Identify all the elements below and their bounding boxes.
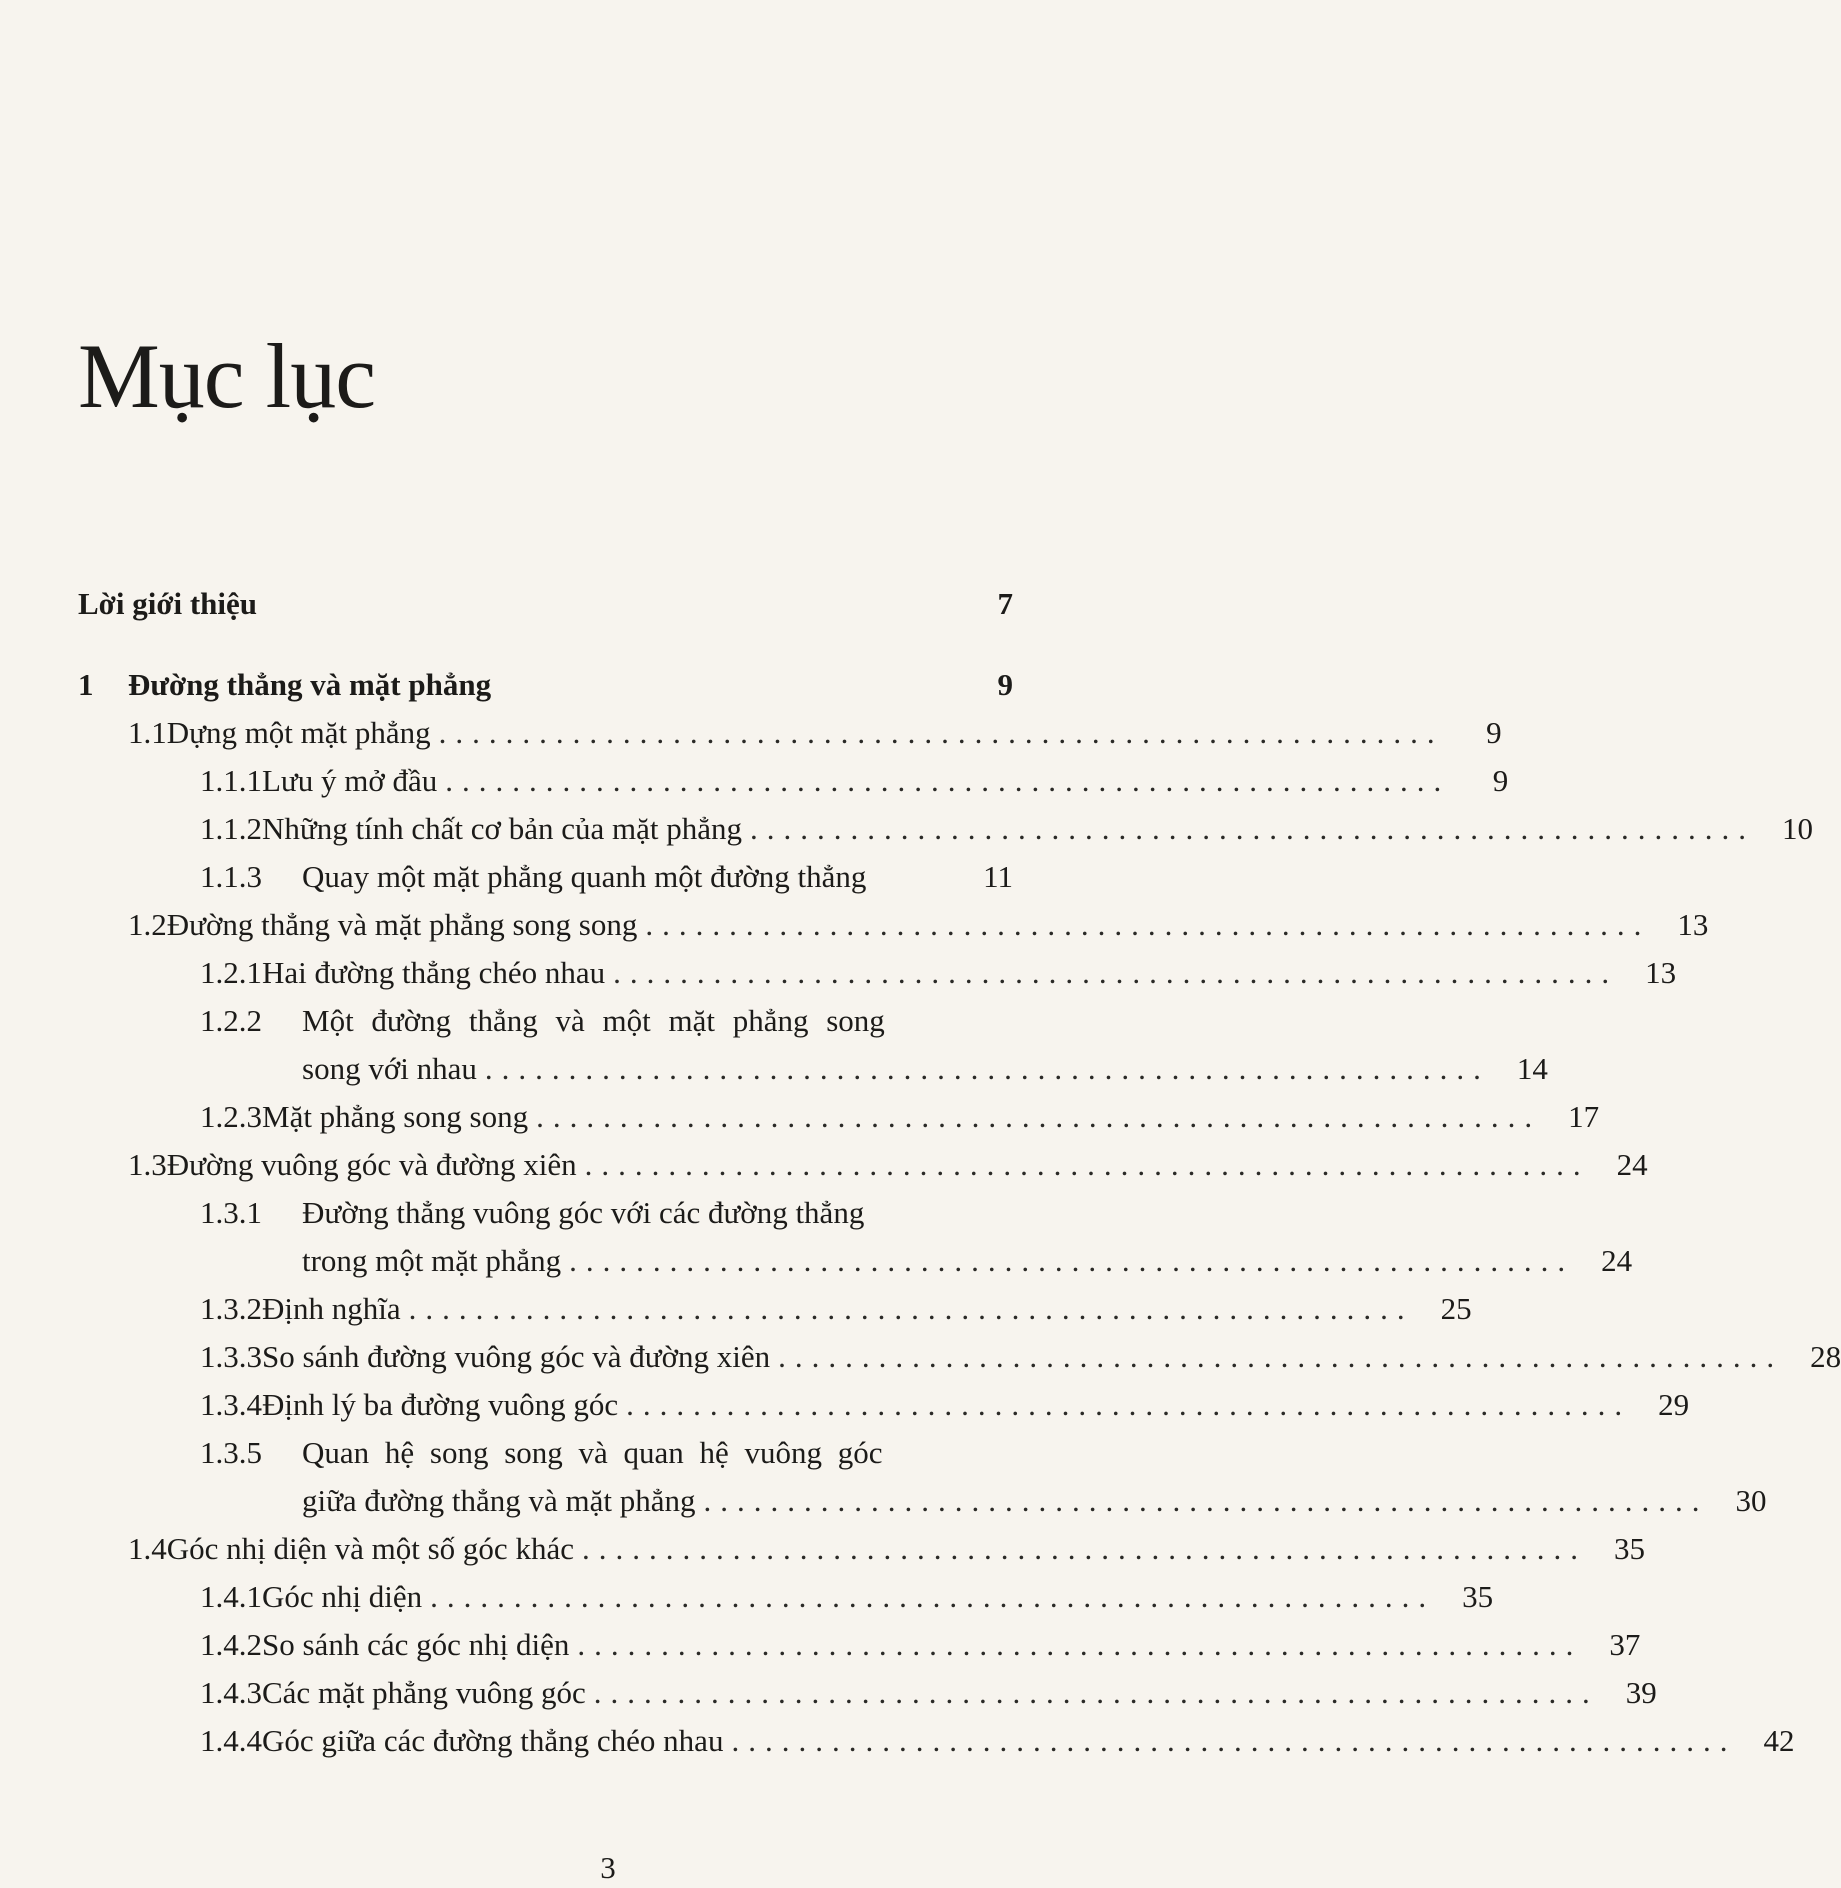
toc-entry-label-continued: trong một mặt phẳng [302, 1243, 562, 1278]
toc-entry-number: 1.3.5 [200, 1435, 262, 1470]
toc-entry-page: 35 [1462, 1579, 1494, 1614]
toc-entry-1.4.2 [200, 1623, 1641, 1667]
toc-entry-page: 13 [1677, 907, 1709, 942]
toc-entry-number: 1.1.2 [200, 811, 262, 846]
toc-entry-page: 9 [1492, 763, 1509, 798]
dot-leader: ............................................................ [584, 1147, 1590, 1182]
toc-entry-page: 42 [1763, 1723, 1795, 1758]
toc-entry-label: Đường vuông góc và đường xiên [166, 1147, 577, 1182]
toc-intro-label: Lời giới thiệu [78, 586, 258, 621]
toc-entry-1.3.1 [200, 1191, 1013, 1235]
toc-entry-label: Lưu ý mở đầu [262, 763, 438, 798]
dot-leader: ............................................................ [438, 715, 1444, 750]
dot-leader: ............................................................ [645, 907, 1651, 942]
toc-entry-page: 24 [1616, 1147, 1648, 1182]
toc-entry-page: 37 [1609, 1627, 1641, 1662]
dot-leader: ............................................................ [581, 1531, 1587, 1566]
toc-entry-page: 24 [1601, 1243, 1633, 1278]
toc-entry-label: Quan hệ song song và quan hệ vuông góc [302, 1435, 883, 1470]
toc-chapter-number: 1 [78, 667, 94, 702]
toc-entry-page: 13 [1645, 955, 1677, 990]
toc-entry-label: Các mặt phẳng vuông góc [262, 1675, 586, 1710]
toc-entry-1.2.2 [200, 999, 1013, 1043]
toc-entry-page: 25 [1440, 1291, 1472, 1326]
toc-entry-number: 1.3.2 [200, 1291, 262, 1326]
toc-entry-label: So sánh đường vuông góc và đường xiên [262, 1339, 771, 1374]
toc-entry-1.2.2-cont [302, 1047, 1548, 1091]
toc-entry-number: 1.3.4 [200, 1387, 262, 1422]
toc-entry-1.3.2 [200, 1287, 1472, 1331]
toc-entry-1.3.4 [200, 1383, 1690, 1427]
toc-entry-1.4.3 [200, 1671, 1657, 1715]
toc-entry-1.2.1 [200, 951, 1677, 995]
toc-entry-1.1 [128, 711, 1502, 755]
toc-entry-page: 14 [1516, 1051, 1548, 1086]
toc-entry-1.1.3 [200, 855, 1013, 899]
toc-entry-1.4.4 [200, 1719, 1795, 1763]
toc-entry-number: 1.1.1 [200, 763, 262, 798]
toc-entry-label: Quay một mặt phẳng quanh một đường thẳng [302, 859, 867, 894]
toc-entry-page: 39 [1625, 1675, 1657, 1710]
toc-entry-label: Góc nhị diện và một số góc khác [166, 1531, 574, 1566]
dot-leader: ............................................................ [731, 1723, 1737, 1758]
page-title: Mục lục [78, 325, 376, 427]
toc-entry-1.3.5-cont [302, 1479, 1767, 1523]
toc-entry-number: 1.2.2 [200, 1003, 262, 1038]
toc-entry-label: Những tính chất cơ bản của mặt phẳng [262, 811, 742, 846]
dot-leader: ............................................................ [430, 1579, 1436, 1614]
toc-entry-1.3 [128, 1143, 1648, 1187]
toc-entry-number: 1.4.2 [200, 1627, 262, 1662]
dot-leader: ............................................................ [577, 1627, 1583, 1662]
dot-leader: ............................................................ [703, 1483, 1709, 1518]
toc-entry-page: 29 [1658, 1387, 1690, 1422]
toc-entry-number: 1.3.3 [200, 1339, 262, 1374]
toc-entry-1.4 [128, 1527, 1645, 1571]
toc-entry-number: 1.3 [128, 1147, 167, 1182]
dot-leader: ............................................................ [408, 1291, 1414, 1326]
dot-leader: ............................................................ [536, 1099, 1542, 1134]
toc-entry-number: 1.4 [128, 1531, 167, 1566]
toc-intro-page: 7 [997, 586, 1013, 621]
dot-leader: ............................................................ [593, 1675, 1599, 1710]
toc-chapter-page: 9 [997, 667, 1013, 702]
dot-leader: ............................................................ [626, 1387, 1632, 1422]
toc-entry-label: Dựng một mặt phẳng [166, 715, 431, 750]
toc-entry-number: 1.2 [128, 907, 167, 942]
toc-intro [78, 582, 1013, 626]
toc-entry-label: Góc giữa các đường thẳng chéo nhau [262, 1723, 724, 1758]
toc-entry-number: 1.4.4 [200, 1723, 262, 1758]
toc-entry-label-continued: giữa đường thẳng và mặt phẳng [302, 1483, 696, 1518]
toc-entry-label: Định nghĩa [262, 1291, 401, 1326]
page-number: 3 [600, 1850, 616, 1885]
toc-entry-1.1.1 [200, 759, 1509, 803]
toc-entry-1.3.3 [200, 1335, 1841, 1379]
toc-entry-page: 17 [1568, 1099, 1600, 1134]
toc-entry-label: Đường thẳng vuông góc với các đường thẳng [302, 1195, 865, 1230]
toc-entry-1.4.1 [200, 1575, 1494, 1619]
toc-entry-label: Một đường thẳng và một mặt phẳng song [302, 1003, 885, 1038]
toc-entry-label-continued: song với nhau [302, 1051, 477, 1086]
toc-entry-number: 1.2.3 [200, 1099, 262, 1134]
toc-entry-page: 11 [983, 859, 1013, 894]
toc-entry-1.3.5 [200, 1431, 1013, 1475]
dot-leader: ............................................................ [749, 811, 1755, 846]
toc-entry-number: 1.4.3 [200, 1675, 262, 1710]
dot-leader: ............................................................ [445, 763, 1451, 798]
toc-entry-number: 1.3.1 [200, 1195, 262, 1230]
toc-entry-page: 35 [1613, 1531, 1645, 1566]
toc-entry-label: Định lý ba đường vuông góc [262, 1387, 619, 1422]
toc-entry-1.1.2 [200, 807, 1813, 851]
toc-entry-label: Hai đường thẳng chéo nhau [262, 955, 606, 990]
toc-entry-label: So sánh các góc nhị diện [262, 1627, 570, 1662]
toc-entry-page: 10 [1781, 811, 1813, 846]
toc-entry-number: 1.1 [128, 715, 167, 750]
toc-entry-page: 9 [1486, 715, 1502, 750]
toc-entry-number: 1.1.3 [200, 859, 262, 894]
toc-entry-label: Đường thẳng và mặt phẳng song song [166, 907, 638, 942]
toc-entry-1.3.1-cont [302, 1239, 1633, 1283]
dot-leader: ............................................................ [569, 1243, 1575, 1278]
toc-entry-number: 1.4.1 [200, 1579, 262, 1614]
toc-entry-number: 1.2.1 [200, 955, 262, 990]
toc-entry-page: 28 [1810, 1339, 1841, 1374]
dot-leader: ............................................................ [778, 1339, 1784, 1374]
toc-entry-label: Mặt phẳng song song [262, 1099, 529, 1134]
toc-entry-1.2 [128, 903, 1709, 947]
dot-leader: ............................................................ [613, 955, 1619, 990]
toc-chapter-label: Đường thẳng và mặt phẳng [128, 667, 492, 702]
toc-entry-page: 30 [1735, 1483, 1767, 1518]
toc-entry-label: Góc nhị diện [262, 1579, 423, 1614]
toc-chapter-1 [78, 663, 1013, 707]
dot-leader: ............................................................ [484, 1051, 1490, 1086]
toc-entry-1.2.3 [200, 1095, 1600, 1139]
